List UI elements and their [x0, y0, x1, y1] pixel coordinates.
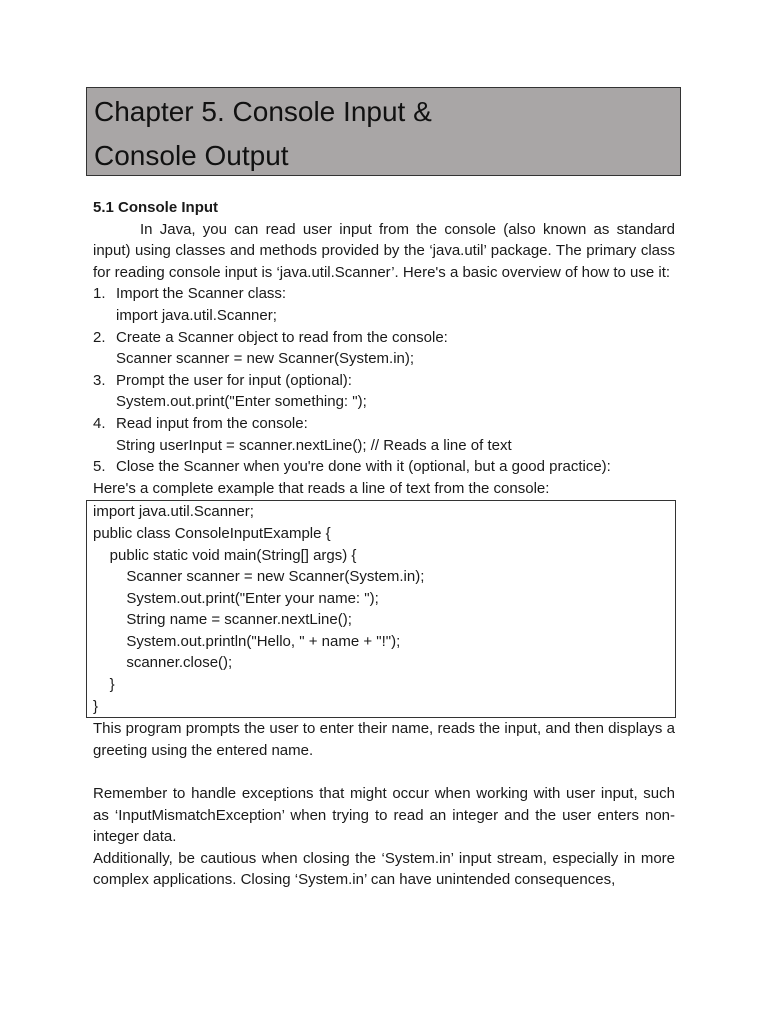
- step-text: Import the Scanner class:: [116, 285, 287, 303]
- list-item: [93, 283, 675, 326]
- example-intro: Here's a complete example that reads a line of text from the console:: [93, 479, 550, 497]
- step-code: import java.util.Scanner;: [116, 306, 277, 324]
- code-line: }: [93, 697, 99, 715]
- list-item: [93, 370, 675, 413]
- code-line: String name = scanner.nextLine();: [93, 611, 352, 629]
- code-line: Scanner scanner = new Scanner(System.in);: [93, 568, 425, 586]
- paragraph-gap: [93, 761, 675, 783]
- code-example-box: [86, 500, 676, 718]
- chapter-title-box: [86, 87, 681, 176]
- closing-paragraph: Additionally, be cautious when closing the ‘System.in’ input stream, especially in more complex applications. Closing ‘System.in’ can have unintended consequences,: [93, 849, 675, 889]
- intro-paragraph: In Java, you can read user input from the console (also known as standard input) using classes and methods provided by the ‘java.util’ package. The primary class for reading console input is ‘java.util.Scanner’. Here's a basic overview of how to use it:: [93, 220, 675, 281]
- step-number: 1.: [93, 285, 106, 303]
- steps-list: [93, 283, 675, 477]
- step-number: 5.: [93, 458, 106, 476]
- code-line: System.out.println("Hello, " + name + "!");: [93, 632, 401, 650]
- code-line: }: [93, 676, 115, 694]
- step-code: String userInput = scanner.nextLine(); // Reads a line of text: [116, 436, 512, 454]
- step-text: Read input from the console:: [116, 414, 308, 432]
- step-number: 4.: [93, 414, 106, 432]
- step-text: Create a Scanner object to read from the console:: [116, 328, 448, 346]
- code-line: import java.util.Scanner;: [93, 503, 254, 521]
- chapter-title-line-2: Console Output: [94, 140, 289, 171]
- code-line: public class ConsoleInputExample {: [93, 524, 331, 542]
- step-code: Scanner scanner = new Scanner(System.in);: [116, 350, 415, 368]
- step-text: Close the Scanner when you're done with it (optional, but a good practice):: [116, 458, 611, 476]
- chapter-title-line-1: Chapter 5. Console Input &: [94, 96, 432, 127]
- step-code: System.out.print("Enter something: ");: [116, 393, 367, 411]
- code-line: public static void main(String[] args) {: [93, 546, 357, 564]
- exceptions-paragraph: Remember to handle exceptions that might occur when working with user input, such as ‘InputMismatchException’ when trying to read an integer and the user enters non-integer data.: [93, 785, 675, 846]
- after-code-paragraph: This program prompts the user to enter their name, reads the input, and then displays a greeting using the entered name.: [93, 720, 675, 759]
- page-content: [93, 197, 675, 891]
- step-text: Prompt the user for input (optional):: [116, 371, 352, 389]
- list-item: [93, 327, 675, 370]
- list-item: [93, 456, 675, 478]
- section-heading: 5.1 Console Input: [93, 199, 219, 216]
- list-item: [93, 413, 675, 456]
- step-number: 2.: [93, 328, 106, 346]
- code-line: System.out.print("Enter your name: ");: [93, 589, 379, 607]
- code-line: scanner.close();: [93, 654, 233, 672]
- step-number: 3.: [93, 371, 106, 389]
